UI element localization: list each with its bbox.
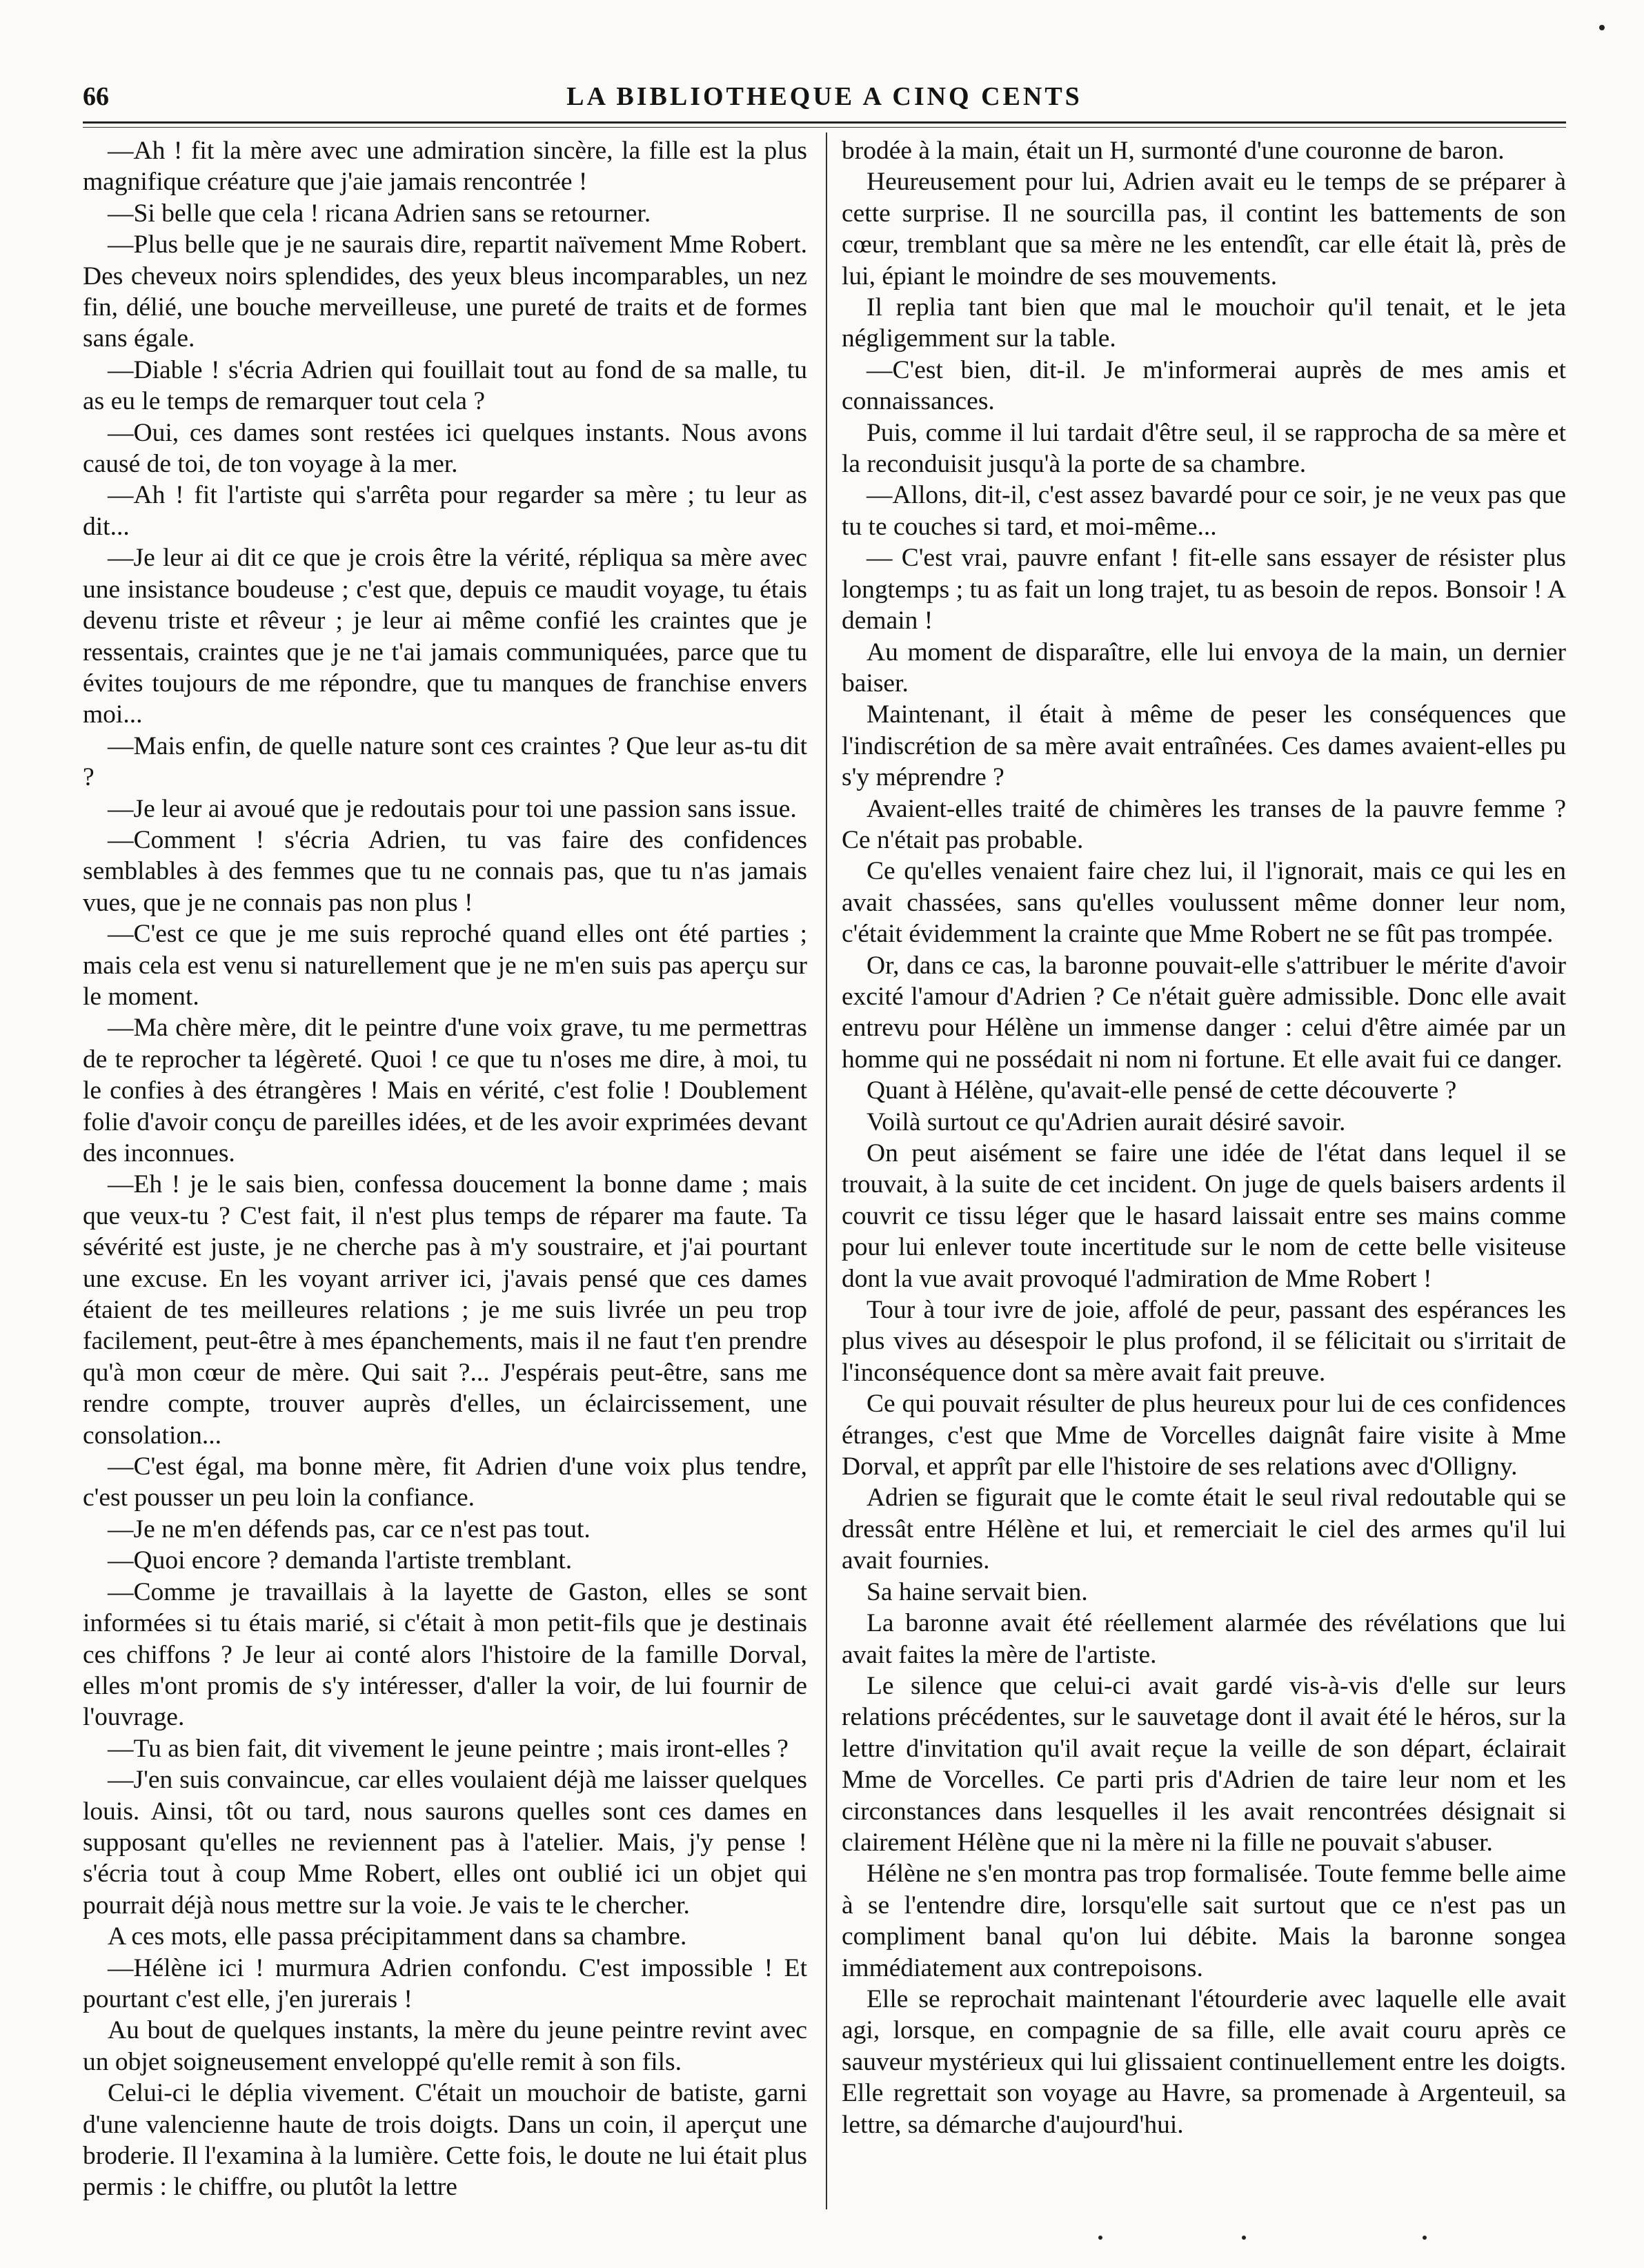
paragraph: —Je leur ai dit ce que je crois être la vérité, répliqua sa mère avec une insistance boudeuse ; c'est que, depuis ce maudit voyage, tu étais devenu triste et rêveur ; je leur ai même confié les craintes que je ressentais, craintes que je ne t'ai jamais communiquées, parce que tu évites toujours de me répondre, que tu manques de franchise envers moi...	[83, 544, 807, 729]
header-rule-thin	[83, 127, 1566, 128]
paragraph: Le silence que celui-ci avait gardé vis-à-vis d'elle sur leurs relations précédentes, sur le sauvetage dont il avait été le héros, sur la lettre d'invitation qu'il avait reçue la veille de son départ, éclairait Mme de Vorcelles. Ce parti pris d'Adrien de taire leur nom et les circonstances dans lesquelles il les avait rencontrées désignait si clairement Hélène que ni la mère ni la fille ne pouvait s'abuser.	[842, 1671, 1566, 1857]
paragraph: —Quoi encore ? demanda l'artiste tremblant.	[108, 1546, 573, 1575]
paragraph: —C'est égal, ma bonne mère, fit Adrien d'une voix plus tendre, c'est pousser un peu loin la confiance.	[83, 1452, 807, 1512]
paragraph: —Ah ! fit l'artiste qui s'arrêta pour regarder sa mère ; tu leur as dit...	[83, 481, 807, 541]
paragraph: —Oui, ces dames sont restées ici quelques instants. Nous avons causé de toi, de ton voyage à la mer.	[83, 418, 807, 479]
paragraph: —Si belle que cela ! ricana Adrien sans se retourner.	[108, 199, 651, 228]
ink-speck	[1242, 2236, 1246, 2240]
paragraph: —J'en suis convaincue, car elles voulaient déjà me laisser quelques louis. Ainsi, tôt ou tard, nous saurons quelles sont ces dames en supposant qu'elles ne reviennent pas à l'atelier. Mais, j'y pense ! s'écria tout à coup Mme Robert, elles ont oublié ici un objet qui pourrait déjà nous mettre sur la voie. Je vais te le chercher.	[83, 1766, 807, 1920]
column-divider	[826, 132, 827, 2209]
ink-speck	[1599, 25, 1605, 30]
paragraph: Il replia tant bien que mal le mouchoir qu'il tenait, et le jeta négligemment sur la table.	[842, 293, 1566, 353]
paragraph: Quant à Hélène, qu'avait-elle pensé de cette découverte ?	[866, 1076, 1457, 1105]
page-header	[83, 81, 1566, 124]
paragraph: La baronne avait été réellement alarmée des révélations que lui avait faites la mère de l'artiste.	[842, 1609, 1566, 1669]
paragraph: Adrien se figurait que le comte était le seul rival redoutable qui se dressât entre Hélène et lui, et remerciait le ciel des armes qu'il lui avait fournies.	[842, 1483, 1566, 1575]
paragraph: Tour à tour ivre de joie, affolé de peur, passant des espérances les plus vives au désespoir le plus profond, il se félicitait ou s'irritait de l'inconséquence dont sa mère avait fait preuve.	[842, 1296, 1566, 1387]
ink-speck	[1098, 2236, 1102, 2240]
paragraph: Elle se reprochait maintenant l'étourderie avec laquelle elle avait agi, lorsque, en compagnie de sa fille, elle avait couru après ce sauveur mystérieux qui lui glissaient continuellement entre les doigts. Elle regrettait son voyage au Havre, sa promenade à Argenteuil, sa lettre, sa démarche d'aujourd'hui.	[842, 1984, 1566, 2139]
paragraph: —Mais enfin, de quelle nature sont ces craintes ? Que leur as-tu dit ?	[83, 731, 807, 792]
paragraph: —Ma chère mère, dit le peintre d'une voix grave, tu me permettras de te reprocher ta légèreté. Quoi ! ce que tu n'oses me dire, à moi, tu le confies à des étrangères ! Mais en vérité, c'est folie ! Doublement folie d'avoir conçu de pareilles idées, et de les avoir exprimées devant des inconnues.	[83, 1014, 807, 1167]
paragraph: Ce qu'elles venaient faire chez lui, il l'ignorait, mais ce qui les en avait chassées, sans qu'elles voulussent même donner leur nom, c'était évidemment la crainte que Mme Robert ne se fût pas trompée.	[842, 857, 1566, 949]
paragraph: —C'est ce que je me suis reproché quand elles ont été parties ; mais cela est venu si naturellement que je ne m'en suis pas aperçu sur le moment.	[83, 920, 807, 1011]
paragraph: On peut aisément se faire une idée de l'état dans lequel il se trouvait, à la suite de cet incident. On juge de quels baisers ardents il couvrit ce tissu léger que le hasard laissait entre ses mains comme pour lui enlever toute incertitude sur le nom de cette belle visiteuse dont la vue avait provoqué l'admiration de Mme Robert !	[842, 1139, 1566, 1293]
paragraph: —Diable ! s'écria Adrien qui fouillait tout au fond de sa malle, tu as eu le temps de remarquer tout cela ?	[83, 355, 807, 416]
paragraph: —Je leur ai avoué que je redoutais pour toi une passion sans issue.	[108, 794, 797, 823]
paragraph-continuation: brodée à la main, était un H, surmonté d'une couronne de baron.	[842, 137, 1505, 165]
ink-speck	[1423, 2236, 1427, 2240]
paragraph: Ce qui pouvait résulter de plus heureux pour lui de ces confidences étranges, c'est que Mme de Vorcelles daignât faire visite à Mme Dorval, et apprît par elle l'histoire de ses relations avec d'Olligny.	[842, 1390, 1566, 1481]
paragraph: Au bout de quelques instants, la mère du jeune peintre revint avec un objet soigneusement enveloppé qu'elle remit à son fils.	[83, 2016, 807, 2076]
running-title: LA BIBLIOTHEQUE A CINQ CENTS	[566, 82, 1082, 111]
paragraph: Puis, comme il lui tardait d'être seul, il se rapprocha de sa mère et la reconduisit jusqu'à la porte de sa chambre.	[842, 418, 1566, 479]
paragraph: —Eh ! je le sais bien, confessa doucement la bonne dame ; mais que veux-tu ? C'est fait, il n'est plus temps de réparer ma faute. Ta sévérité est juste, je ne cherche pas à m'y soustraire, et j'ai pourtant une excuse. En les voyant arriver ici, j'avais pensé que ces dames étaient de tes meilleures relations ; je me suis livrée un peu trop facilement, peut-être à mes épanchements, mais il ne faut t'en prendre qu'à mon cœur de mère. Qui sait ?... J'espérais peut-être, sans me rendre compte, trouver auprès d'elles, un éclaircissement, une consolation...	[83, 1170, 807, 1450]
header-rule	[83, 121, 1566, 124]
paragraph: —Je ne m'en défends pas, car ce n'est pas tout.	[108, 1515, 591, 1544]
page-number: 66	[83, 82, 109, 111]
paragraph: Au moment de disparaître, elle lui envoya de la main, un dernier baiser.	[842, 638, 1566, 698]
paragraph: —Comme je travaillais à la layette de Gaston, elles se sont informées si tu étais marié, si c'était à mon petit-fils que je destinais ces chiffons ? Je leur ai conté alors l'histoire de la famille Dorval, elles m'ont promis de s'y intéresser, d'aller la voir, de lui fournir de l'ouvrage.	[83, 1577, 807, 1732]
paragraph: — C'est vrai, pauvre enfant ! fit-elle sans essayer de résister plus longtemps ; tu as fait un long trajet, tu as besoin de repos. Bonsoir ! A demain !	[842, 544, 1566, 635]
right-column	[842, 135, 1566, 2212]
paragraph: —Tu as bien fait, dit vivement le jeune peintre ; mais iront-elles ?	[108, 1734, 789, 1763]
paragraph: Voilà surtout ce qu'Adrien aurait désiré savoir.	[866, 1107, 1346, 1136]
paragraph: Celui-ci le déplia vivement. C'était un mouchoir de batiste, garni d'une valencienne haute de trois doigts. Dans un coin, il aperçut une broderie. Il l'examina à la lumière. Cette fois, le doute ne lui était plus permis : le chiffre, ou plutôt la lettre	[83, 2079, 807, 2202]
paragraph: Or, dans ce cas, la baronne pouvait-elle s'attribuer le mérite d'avoir excité l'amour d'Adrien ? Ce n'était guère admissible. Donc elle avait entrevu pour Hélène un immense danger : celui d'être aimée par un homme qui ne possédait ni nom ni fortune. Et elle avait fui ce danger.	[842, 951, 1566, 1074]
paragraph: —Allons, dit-il, c'est assez bavardé pour ce soir, je ne veux pas que tu te couches si tard, et moi-même...	[842, 481, 1566, 541]
left-column	[83, 135, 807, 2212]
paragraph: —Hélène ici ! murmura Adrien confondu. C'est impossible ! Et pourtant c'est elle, j'en jurerais !	[83, 1953, 807, 2013]
paragraph: —Ah ! fit la mère avec une admiration sincère, la fille est la plus magnifique créature que j'aie jamais rencontrée !	[83, 137, 807, 197]
paragraph: A ces mots, elle passa précipitamment dans sa chambre.	[108, 1922, 687, 1951]
paragraph: —Comment ! s'écria Adrien, tu vas faire des confidences semblables à des femmes que tu ne connais pas, que tu n'as jamais vues, que je ne connais pas non plus !	[83, 825, 807, 917]
paragraph: —C'est bien, dit-il. Je m'informerai auprès de mes amis et connaissances.	[842, 355, 1566, 416]
paragraph: Avaient-elles traité de chimères les transes de la pauvre femme ? Ce n'était pas probable.	[842, 794, 1566, 854]
paragraph: Heureusement pour lui, Adrien avait eu le temps de se préparer à cette surprise. Il ne sourcilla pas, il contint les battements de son cœur, tremblant que sa mère ne les entendît, car elle était là, près de lui, épiant le moindre de ses mouvements.	[842, 168, 1566, 290]
paragraph: Hélène ne s'en montra pas trop formalisée. Toute femme belle aime à se l'entendre dire, lorsqu'elle sait surtout que ce n'est pas un compliment banal qu'on lui débite. Mais la baronne songea immédiatement aux contrepoisons.	[842, 1860, 1566, 1982]
paragraph: Sa haine servait bien.	[866, 1577, 1088, 1606]
paragraph: Maintenant, il était à même de peser les conséquences que l'indiscrétion de sa mère avait entraînées. Ces dames avaient-elles pu s'y méprendre ?	[842, 700, 1566, 792]
paragraph: —Plus belle que je ne saurais dire, repartit naïvement Mme Robert. Des cheveux noirs splendides, des yeux bleus incomparables, un nez fin, délié, une bouche merveilleuse, une pureté de traits et de formes sans égale.	[83, 230, 807, 353]
